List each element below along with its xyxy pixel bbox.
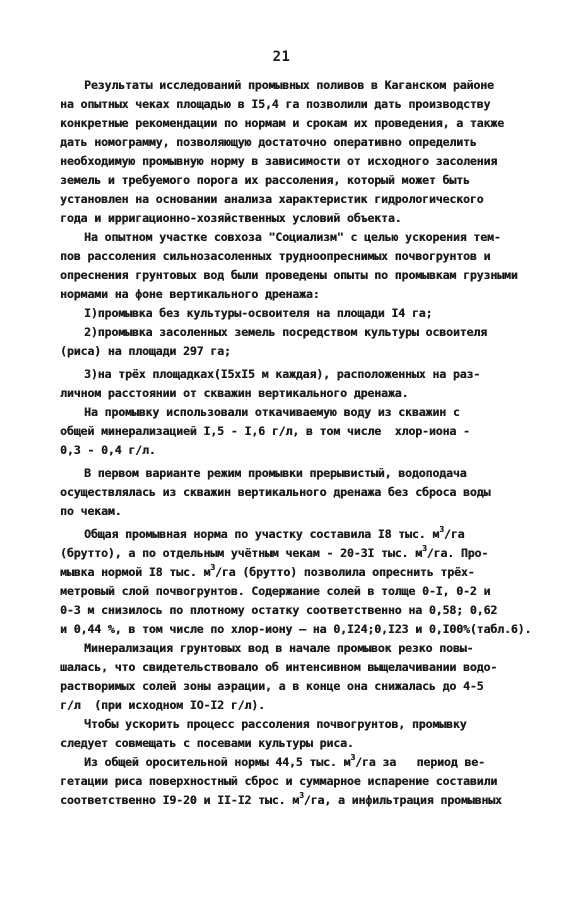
text-line: гетации риса поверхностный сброс и суммарное испарение составили (60, 774, 498, 788)
text-line: дать номограмму, позволяющую достаточно оперативно определить (60, 135, 477, 149)
text-line: г/л (при исходном IO-I2 г/л). (60, 698, 265, 712)
text-line: нормами на фоне вертикального дренажа: (60, 287, 320, 301)
text-line: 3)на трёх площадках(I5xI5 м каждая), расположенных на раз- (84, 367, 481, 381)
superscript-3: 3 (210, 563, 215, 572)
text-line: Общая промывная норма по участку составила I8 тыс. $м^3/га$ (84, 525, 465, 541)
text-line: личном расстоянии от скважин вертикального дренажа. (60, 386, 409, 400)
text-line: Результаты исследований промывных поливов в Каганском районе (84, 78, 494, 92)
body-text (60, 76, 560, 810)
text-line: соответственно I9-20 и II-I2 тыс. $м^3/га$, а инфильтрация промывных (60, 791, 502, 807)
text-line: следует совмещать с посевами культуры риса. (60, 736, 354, 750)
text-line: опреснения грунтовых вод были проведены опыты по промывкам грузными (60, 268, 518, 282)
text-line: На промывку использовали откачиваемую воду из скважин с (84, 405, 460, 419)
text-line: установлен на основании анализа характеристик гидрологического (60, 192, 484, 206)
text-line: Чтобы ускорить процесс рассоления почвогрунтов, промывку (84, 717, 467, 731)
text-line: необходимую промывную норму в зависимости от исходного засоления (60, 154, 498, 168)
text-line: I)промывка без культуры-освоителя на площади I4 га; (84, 306, 433, 320)
text-line: общей минерализацией I,5 - I,6 г/л, в том числе хлор-иона - (60, 424, 470, 438)
superscript-3: 3 (439, 525, 444, 534)
text-line: года и ирригационно-хозяйственных условий объекта. (60, 211, 402, 225)
text-line: конкретные рекомендации по нормам и срокам их проведения, а также (60, 116, 504, 130)
superscript-3: 3 (299, 791, 304, 800)
superscript-3: 3 (350, 753, 356, 762)
text-line: На опытном участке совхоза "Социализм" с целью ускорения тем- (84, 230, 501, 244)
text-line: 0-3 м снизилось по плотному остатку соответственно на 0,58; 0,62 (60, 603, 498, 617)
text-line: пов рассоления сильнозасоленных трудноопреснимых почвогрунтов и (60, 249, 491, 263)
text-line: 0,3 - 0,4 г/л. (60, 443, 156, 457)
text-line: (брутто), а по отдельным учётным чекам - 20-3I тыс. $м^3/га$. Про- (60, 544, 489, 560)
text-line: шалась, что свидетельствовало об интенсивном выщелачивании водо- (60, 660, 498, 674)
page-number: 21 (272, 49, 291, 65)
text-line: В первом варианте режим промывки прерывистый, водоподача (84, 466, 467, 480)
text-line: растворимых солей зоны аэрации, а в конце она снижалась до 4-5 (60, 679, 484, 693)
text-line: Из общей оросительной нормы 44,5 тыс. $м^3/га$ за период ве- (84, 753, 485, 769)
text-line: и 0,44 %, в том числе по хлор-иону — на 0,I24;0,I23 и 0,I00%(табл.6). (60, 622, 532, 636)
text-line: метровый слой почвогрунтов. Содержание солей в толще 0-I, 0-2 и (60, 584, 491, 598)
text-line: осуществлялась из скважин вертикального дренажа без сброса воды (60, 485, 491, 499)
superscript-3: 3 (422, 544, 427, 553)
text-line: земель и требуемого порога их рассоления, который может быть (60, 173, 470, 187)
text-line: мывка нормой I8 тыс. $м^3/га$ (брутто) позволила опреснить трёх- (60, 563, 475, 579)
text-line: по чекам. (60, 504, 122, 518)
text-line: 2)промывка засоленных земель посредством культуры освоителя (84, 325, 487, 339)
text-line: на опытных чеках площадью в I5,4 га позволили дать производству (60, 97, 491, 111)
text-line: (риса) на площади 297 га; (60, 344, 231, 358)
text-line: Минерализация грунтовых вод в начале промывок резко повы- (84, 641, 474, 655)
